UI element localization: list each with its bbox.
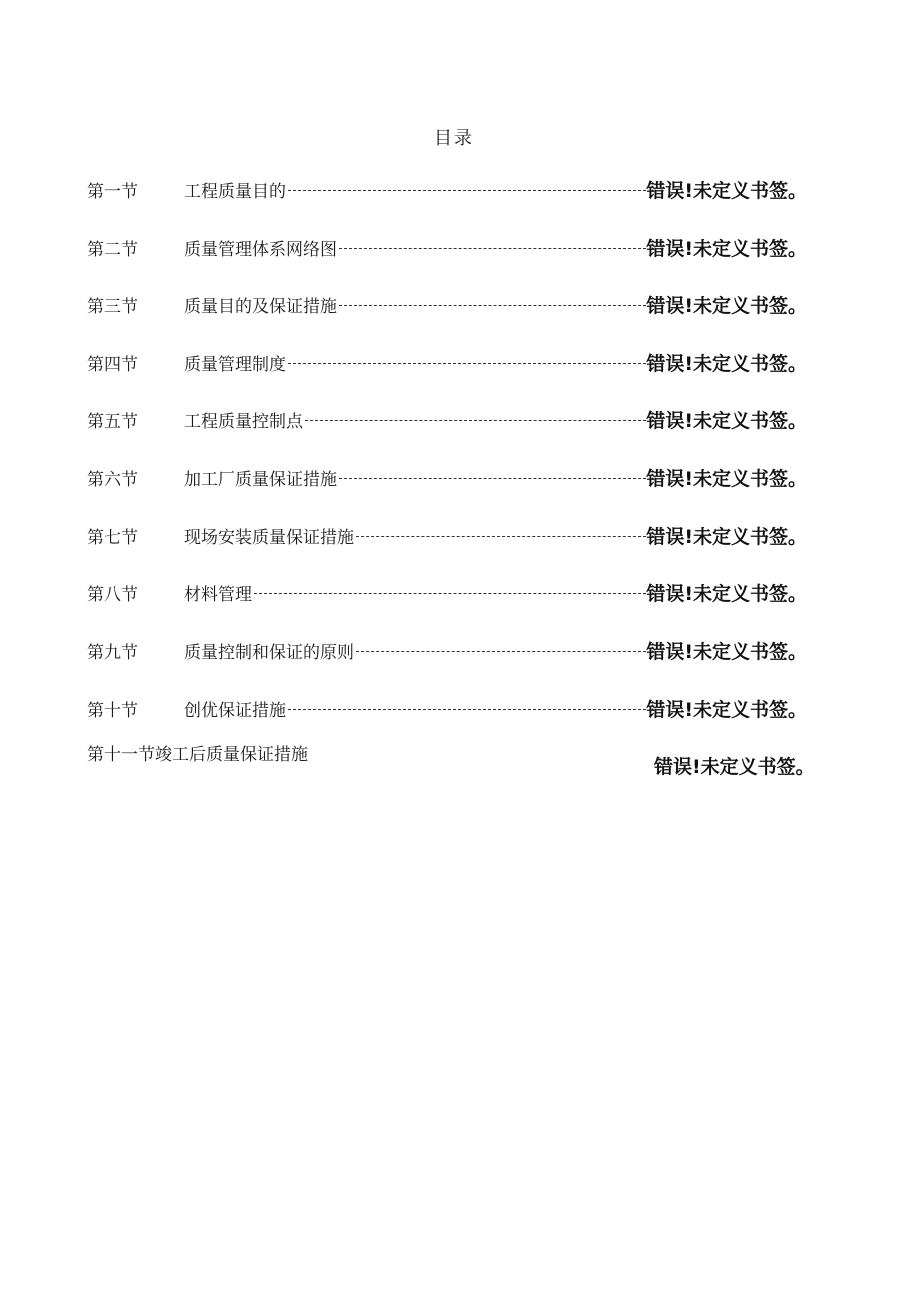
toc-leader xyxy=(339,248,646,249)
toc-entry-page: 错误!未定义书签。 xyxy=(646,640,807,663)
toc-leader xyxy=(305,420,646,421)
toc-entry-number: 第一节 xyxy=(87,181,138,202)
toc-entry-text: 质量目的及保证措施 xyxy=(184,296,337,317)
toc-entry-number: 第二节 xyxy=(87,239,138,260)
toc-leader xyxy=(288,709,646,710)
toc-entry-text: 工程质量目的 xyxy=(184,181,286,202)
toc-entry-8[interactable] xyxy=(87,578,807,606)
toc-entry-3[interactable] xyxy=(87,290,807,318)
toc-entry-page: 错误!未定义书签。 xyxy=(646,237,807,260)
toc-entry-page: 错误!未定义书签。 xyxy=(646,582,807,605)
toc-leader xyxy=(356,651,646,652)
toc-entry-page: 错误!未定义书签。 xyxy=(646,467,807,490)
toc-entry-text: 现场安装质量保证措施 xyxy=(184,527,354,548)
toc-leader xyxy=(288,363,646,364)
toc-entry-text: 质量管理制度 xyxy=(184,354,286,375)
toc-entry-page: 错误!未定义书签。 xyxy=(646,698,807,721)
toc-entry-page: 错误!未定义书签。 xyxy=(646,294,807,317)
toc-entry-page: 错误!未定义书签。 xyxy=(646,179,807,202)
toc-entry-text: 质量管理体系网络图 xyxy=(184,239,337,260)
toc-entry-number: 第七节 xyxy=(87,527,138,548)
toc-entry-number: 第八节 xyxy=(87,584,138,605)
toc-entry-page: 错误!未定义书签。 xyxy=(646,525,807,548)
toc-leader xyxy=(339,305,646,306)
toc-entry-5[interactable] xyxy=(87,405,807,433)
toc-leader xyxy=(339,478,646,479)
toc-entry-number: 第五节 xyxy=(87,411,138,432)
toc-entry-text: 工程质量控制点 xyxy=(184,411,303,432)
toc-entry-2[interactable] xyxy=(87,233,807,261)
toc-entry-page: 错误!未定义书签。 xyxy=(646,352,807,375)
toc-entry-number: 第六节 xyxy=(87,469,138,490)
toc-title: 目录 xyxy=(434,128,474,149)
toc-entry-9[interactable] xyxy=(87,636,807,664)
toc-leader xyxy=(254,593,646,594)
toc-entry-number: 第四节 xyxy=(87,354,138,375)
toc-entry-6[interactable] xyxy=(87,463,807,491)
toc-entry-text: 质量控制和保证的原则 xyxy=(184,642,354,663)
toc-leader xyxy=(288,190,646,191)
toc-entry-11-page: 错误!未定义书签。 xyxy=(654,756,815,778)
toc-entry-7[interactable] xyxy=(87,521,807,549)
toc-entry-10[interactable] xyxy=(87,694,807,722)
toc-entry-1[interactable] xyxy=(87,175,807,203)
toc-entry-11[interactable]: 第十一节竣工后质量保证措施 xyxy=(87,745,308,765)
toc-entry-page: 错误!未定义书签。 xyxy=(646,409,807,432)
toc-entry-text: 创优保证措施 xyxy=(184,700,286,721)
toc-leader xyxy=(356,536,646,537)
toc-entry-text: 加工厂质量保证措施 xyxy=(184,469,337,490)
toc-entry-number: 第十节 xyxy=(87,700,138,721)
toc-entry-text: 材料管理 xyxy=(184,584,252,605)
toc-entry-4[interactable] xyxy=(87,348,807,376)
toc-entry-number: 第三节 xyxy=(87,296,138,317)
toc-entry-number: 第九节 xyxy=(87,642,138,663)
